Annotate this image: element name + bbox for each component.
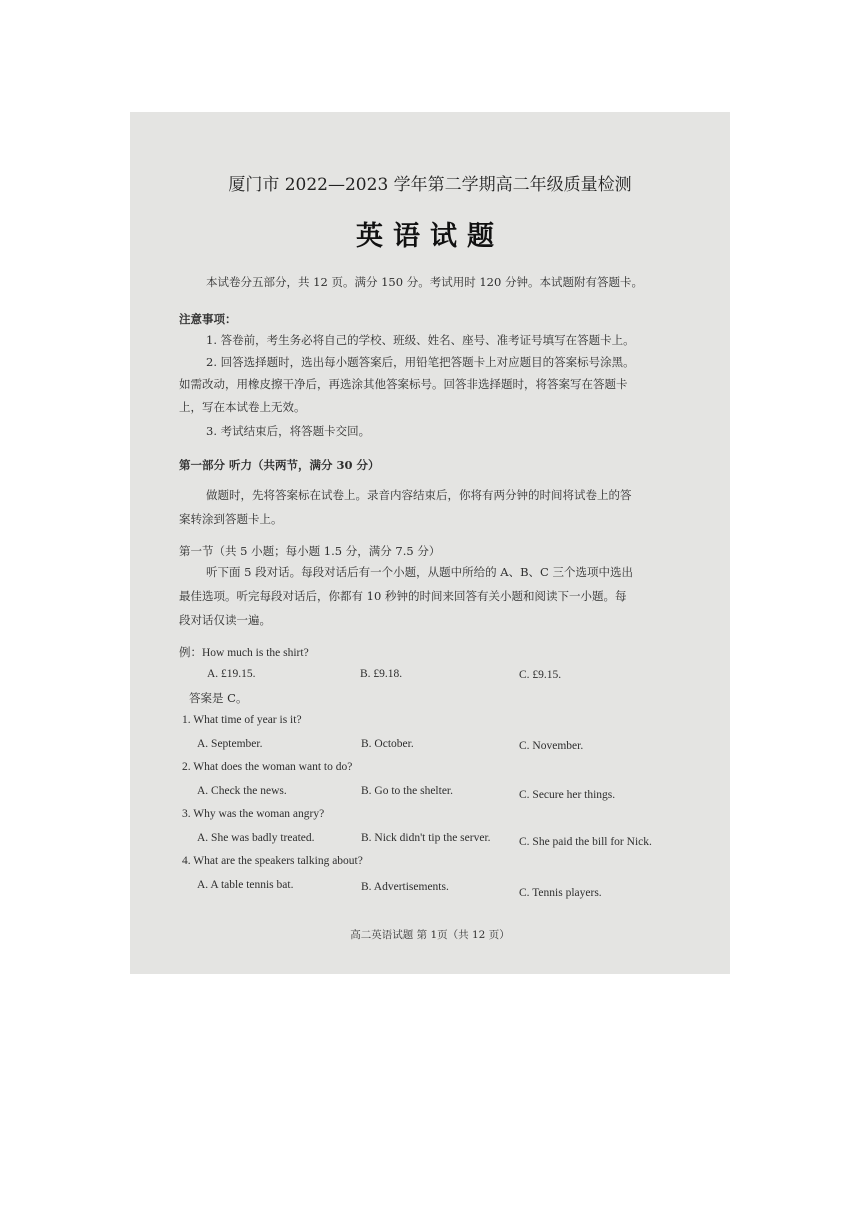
notice-item-2-line3: 上，写在本试卷上无效。	[179, 400, 306, 414]
notice-heading: 注意事项：	[179, 312, 237, 326]
example-option-c: C. £9.15.	[519, 669, 562, 681]
question-2-option-b: B. Go to the shelter.	[361, 785, 453, 797]
notice-item-1: 1. 答卷前，考生务必将自己的学校、班级、姓名、座号、准考证号填写在答题卡上。	[206, 333, 635, 347]
part1-heading: 第一部分 听力（共两节，满分 30 分）	[179, 458, 380, 472]
page-footer: 高二英语试题 第 1页（共 12 页）	[350, 929, 510, 941]
question-2-option-c: C. Secure her things.	[519, 789, 616, 801]
exam-title-line1: 厦门市 2022—2023 学年第二学期高二年级质量检测	[228, 175, 632, 195]
exam-page-photo	[130, 112, 730, 974]
question-4: 4. What are the speakers talking about?	[182, 855, 363, 867]
notice-item-2-line1: 2. 回答选择题时，选出每小题答案后，用铅笔把答题卡上对应题目的答案标号涂黑。	[206, 355, 635, 369]
question-1: 1. What time of year is it?	[182, 714, 302, 726]
question-4-option-b: B. Advertisements.	[361, 881, 449, 893]
section1-desc-line2: 最佳选项。听完每段对话后，你都有 10 秒钟的时间来回答有关小题和阅读下一小题。每	[179, 589, 627, 603]
question-1-option-c: C. November.	[519, 740, 584, 752]
example-question: 例：How much is the shirt?	[179, 647, 309, 659]
example-option-a: A. £19.15.	[207, 668, 256, 680]
question-2: 2. What does the woman want to do?	[182, 761, 353, 773]
question-3-option-a: A. She was badly treated.	[197, 832, 315, 844]
question-3: 3. Why was the woman angry?	[182, 808, 325, 820]
question-3-option-b: B. Nick didn't tip the server.	[361, 832, 491, 844]
question-2-option-a: A. Check the news.	[197, 785, 287, 797]
example-answer: 答案是 C。	[189, 691, 248, 705]
exam-title-subject: 英语试题	[356, 221, 504, 252]
part1-desc-line2: 案转涂到答题卡上。	[179, 512, 283, 526]
question-4-option-a: A. A table tennis bat.	[197, 879, 294, 891]
section1-desc-line1: 听下面 5 段对话。每段对话后有一个小题，从题中所给的 A、B、C 三个选项中选出	[206, 565, 633, 579]
question-4-option-c: C. Tennis players.	[519, 887, 602, 899]
question-1-option-b: B. October.	[361, 738, 414, 750]
section1-heading: 第一节（共 5 小题；每小题 1.5 分，满分 7.5 分）	[179, 544, 441, 558]
notice-item-2-line2: 如需改动，用橡皮擦干净后，再选涂其他答案标号。回答非选择题时，将答案写在答题卡	[179, 377, 628, 391]
question-1-option-a: A. September.	[197, 738, 263, 750]
part1-desc-line1: 做题时，先将答案标在试卷上。录音内容结束后，你将有两分钟的时间将试卷上的答	[206, 488, 632, 502]
section1-desc-line3: 段对话仅读一遍。	[179, 613, 271, 627]
question-3-option-c: C. She paid the bill for Nick.	[519, 836, 652, 848]
example-option-b: B. £9.18.	[360, 668, 403, 680]
notice-item-3: 3. 考试结束后，将答题卡交回。	[206, 424, 371, 438]
intro-text: 本试卷分五部分，共 12 页。满分 150 分。考试用时 120 分钟。本试题附有答题卡。	[206, 275, 643, 289]
